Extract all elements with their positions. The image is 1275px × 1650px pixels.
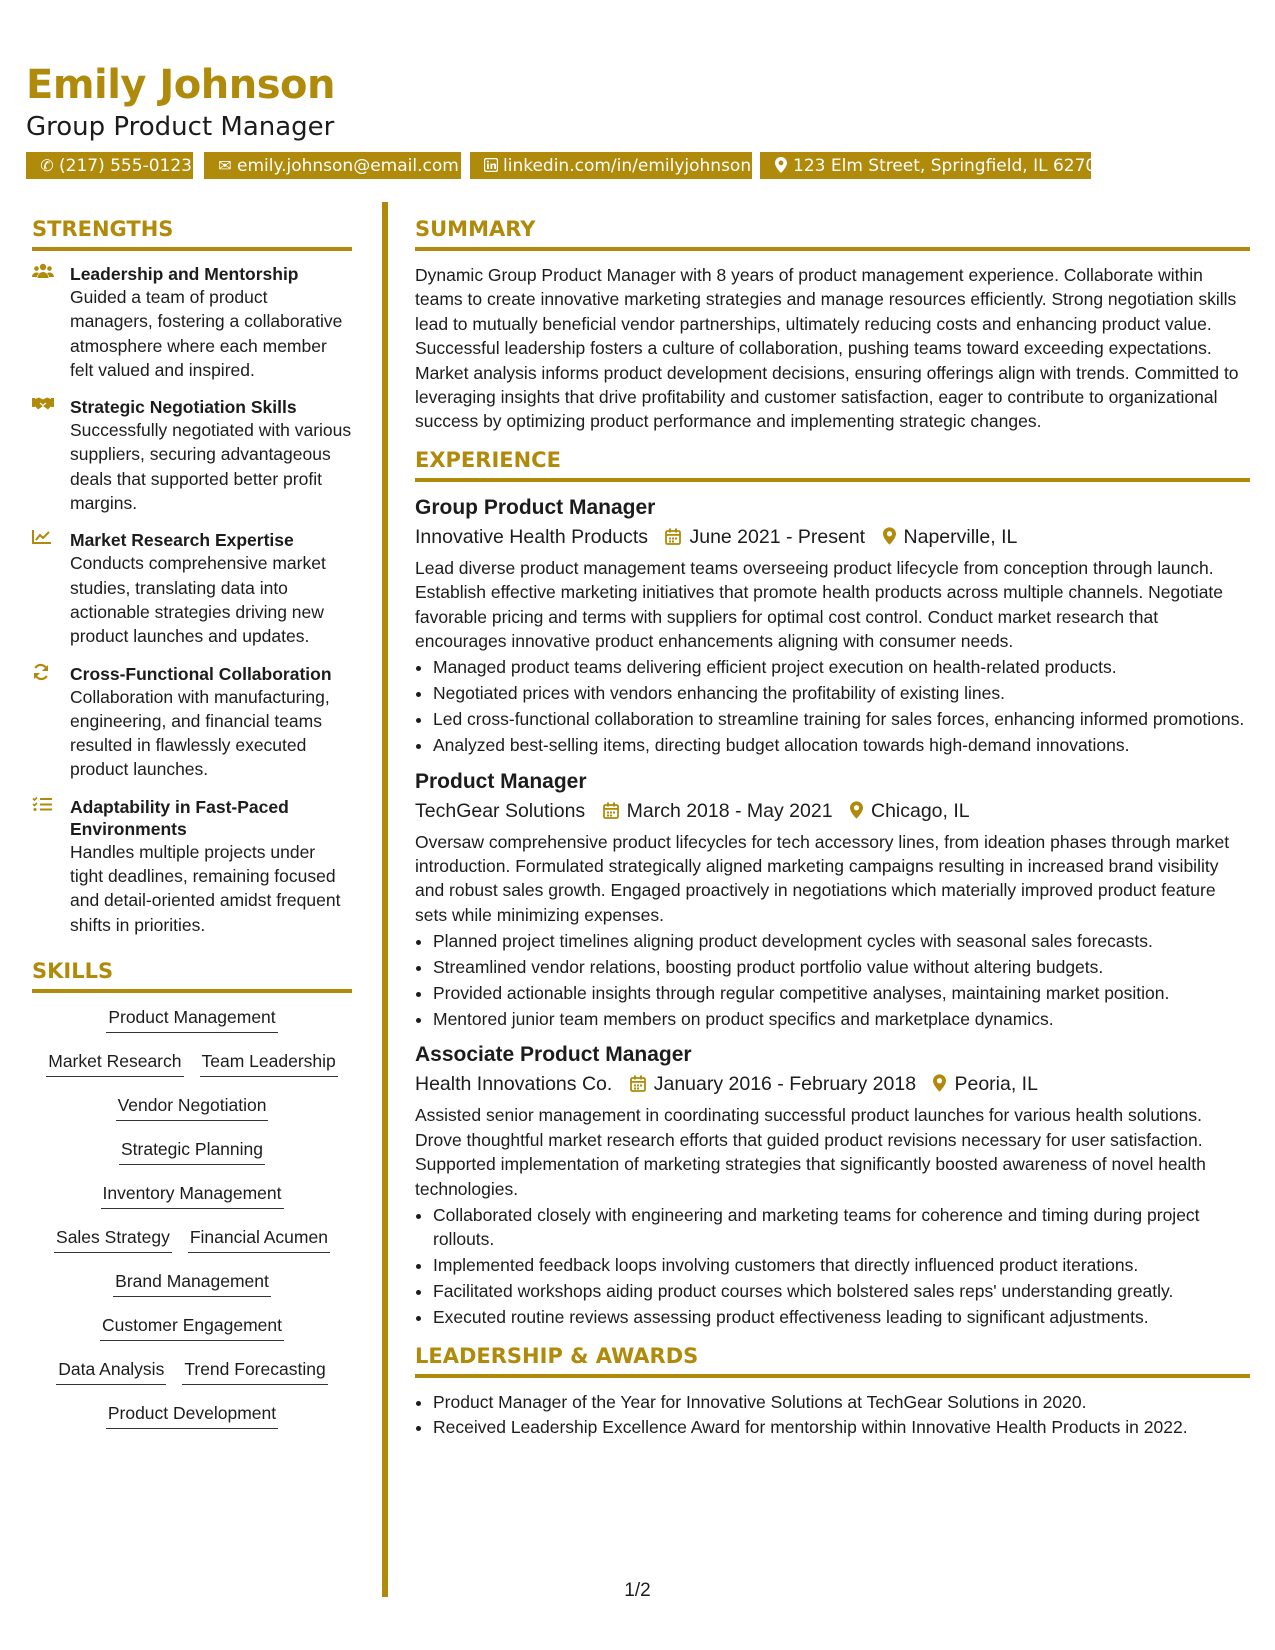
contact-email-text: emily.johnson@email.com (237, 156, 459, 176)
skill-tag: Product Development (106, 1401, 278, 1429)
strengths-heading: STRENGTHS (32, 217, 352, 251)
calendar-icon (603, 801, 619, 821)
job-bullet: • Executed routine reviews assessing product effectiveness leading to significant adjustments. (433, 1305, 1250, 1329)
job-meta (415, 522, 1250, 552)
envelope-icon: ✉ (218, 156, 232, 175)
candidate-name: Emily Johnson (26, 62, 336, 108)
summary-text: Dynamic Group Product Manager with 8 years of product management experience. Collaborate within teams to create innovative marketing strategies and manage resources efficiently. Strong negotiation skills lead to mutually beneficial vendor partnerships, ultimately reducing costs and enhancing product value. Successful leadership fosters a culture of collaboration, pushing teams toward exceeding expectations. Market analysis informs product development decisions, ensuring offerings align with trends. Committed to leveraging insights that drive profitability and customer satisfaction, eager to contribute to organizational success by optimizing product performance and implementing strategic changes. (415, 265, 1239, 432)
job-title: Group Product Manager (415, 495, 656, 519)
job-bullet: • Analyzed best-selling items, directing budget allocation towards high-demand innovations. (433, 733, 1250, 757)
experience-heading: EXPERIENCE (415, 448, 1250, 482)
strength-desc: Guided a team of product managers, fostering a collaborative atmosphere where each member felt valued and inspired. (70, 287, 343, 380)
job-location: Peoria, IL (954, 1073, 1038, 1096)
job-company: TechGear Solutions (415, 799, 586, 822)
linkedin-icon (482, 152, 500, 179)
job-bullet: • Negotiated prices with vendors enhancing the profitability of existing lines. (433, 681, 1250, 705)
map-pin-icon (933, 1074, 946, 1094)
job-bullet: • Streamlined vendor relations, boosting product portfolio value without altering budgets. (433, 955, 1250, 979)
strength-title: Strategic Negotiation Skills (70, 397, 297, 418)
job-bullet: • Planned project timelines aligning product development cycles with seasonal sales forecasts. (433, 929, 1250, 953)
calendar-icon (665, 527, 681, 547)
chart-line-icon (32, 529, 56, 552)
strength-item (32, 263, 352, 382)
skill-tag: Brand Management (113, 1269, 271, 1297)
job-entry (415, 768, 1250, 1032)
strength-item (32, 529, 352, 648)
tasks-icon (32, 796, 56, 819)
awards-list (415, 1390, 1250, 1440)
column-divider (382, 202, 388, 1597)
skill-tag: Strategic Planning (119, 1137, 265, 1165)
map-pin-icon (772, 152, 790, 179)
job-company: Health Innovations Co. (415, 1073, 613, 1096)
skill-tag: Team Leadership (200, 1049, 338, 1077)
strength-title: Adaptability in Fast-Paced Environments (70, 796, 289, 839)
strength-desc: Conducts comprehensive market studies, translating data into actionable strategies driving new product launches and updates. (70, 553, 326, 647)
strength-desc: Collaboration with manufacturing, engineering, and financial teams resulted in flawlessly executed product launches. (70, 686, 330, 780)
strength-title: Cross-Functional Collaboration (70, 663, 332, 684)
job-bullet: • Implemented feedback loops involving customers that directly influenced product iterations. (433, 1253, 1250, 1277)
job-meta (415, 1069, 1250, 1099)
candidate-role: Group Product Manager (26, 112, 335, 142)
job-description: Lead diverse product management teams overseeing product lifecycle from conception through launch. Establish effective marketing initiatives that promote health products across multiple channels. Negotiate favorable pricing and terms with suppliers for optimal cost control. Conduct market research that encourages innovative product enhancements aligning with consumer needs. (415, 557, 1224, 652)
handshake-icon (32, 396, 56, 419)
strength-desc: Successfully negotiated with various suppliers, securing advantageous deals that supported better profit margins. (70, 420, 352, 514)
contact-linkedin-text: linkedin.com/in/emilyjohnson (503, 156, 752, 176)
contact-linkedin[interactable] (470, 152, 752, 179)
job-description: Assisted senior management in coordinating successful product launches for various health solutions. Drove thoughtful market research efforts that guided product revisions necessary for user satisfaction. Supported implementation of marketing strategies that significantly boosted awareness of novel health technologies. (415, 1105, 1206, 1199)
skills-heading: SKILLS (32, 959, 352, 993)
strength-item (32, 663, 352, 782)
left-column (32, 217, 352, 1445)
job-bullet: • Provided actionable insights through regular competitive analyses, maintaining market position. (433, 981, 1250, 1005)
skill-tag: Sales Strategy (54, 1225, 172, 1253)
contact-address-text: 123 Elm Street, Springfield, IL 62701 (793, 156, 1108, 176)
users-icon (32, 263, 56, 286)
job-bullets (415, 1203, 1250, 1330)
award-item: • Received Leadership Excellence Award for mentorship within Innovative Health Products in 2022. (433, 1415, 1250, 1439)
job-location: Naperville, IL (903, 525, 1018, 548)
strength-title: Leadership and Mentorship (70, 264, 299, 284)
page-number: 1/2 (624, 1580, 651, 1601)
phone-icon: ✆ (40, 156, 54, 175)
contact-phone-text: (217) 555-0123 (59, 156, 192, 176)
job-bullets (415, 655, 1250, 757)
skill-tag: Vendor Negotiation (116, 1093, 269, 1121)
skill-tag: Data Analysis (56, 1357, 166, 1385)
job-bullet: • Facilitated workshops aiding product courses which bolstered sales reps' understanding greatly. (433, 1279, 1250, 1303)
contact-phone[interactable] (26, 152, 193, 179)
strength-item (32, 796, 352, 937)
job-entry (415, 494, 1250, 758)
skill-tag: Inventory Management (101, 1181, 284, 1209)
skill-tag: Product Management (106, 1005, 277, 1033)
job-bullet: • Collaborated closely with engineering and marketing teams for coherence and timing during project rollouts. (433, 1203, 1250, 1252)
map-pin-icon (850, 801, 863, 821)
right-column (415, 217, 1250, 1441)
job-bullet: • Mentored junior team members on product specifics and marketplace dynamics. (433, 1007, 1250, 1031)
award-item: • Product Manager of the Year for Innovative Solutions at TechGear Solutions in 2020. (433, 1390, 1250, 1414)
skill-tag: Customer Engagement (100, 1313, 284, 1341)
calendar-icon (630, 1074, 646, 1094)
skill-tag: Financial Acumen (188, 1225, 330, 1253)
skill-tag: Market Research (46, 1049, 183, 1077)
job-bullet: • Managed product teams delivering efficient project execution on health-related products. (433, 655, 1250, 679)
map-pin-icon (883, 527, 896, 547)
job-meta (415, 796, 1250, 826)
summary-heading: SUMMARY (415, 217, 1250, 251)
strength-item (32, 396, 352, 515)
contact-email[interactable] (204, 152, 461, 179)
job-entry (415, 1041, 1250, 1329)
job-title: Associate Product Manager (415, 1043, 692, 1067)
strength-title: Market Research Expertise (70, 530, 294, 551)
job-description: Oversaw comprehensive product lifecycles for tech accessory lines, from ideation phases through market introduction. Formulated strategically aligned marketing campaigns resulting in increased brand visibility and robust sales growth. Engaged proactively in negotiations which materially improved product feature sets while minimizing expenses. (415, 831, 1230, 925)
job-dates: January 2016 - February 2018 (653, 1073, 917, 1096)
job-bullets (415, 929, 1250, 1031)
job-location: Chicago, IL (870, 799, 970, 822)
job-dates: June 2021 - Present (689, 525, 866, 548)
contact-address[interactable] (760, 152, 1108, 179)
skill-tag: Trend Forecasting (182, 1357, 327, 1385)
awards-heading: LEADERSHIP & AWARDS (415, 1344, 1250, 1378)
sync-icon (32, 663, 56, 688)
job-dates: March 2018 - May 2021 (626, 799, 833, 822)
job-company: Innovative Health Products (415, 525, 649, 548)
skills-list (32, 1005, 352, 1431)
strength-desc: Handles multiple projects under tight deadlines, remaining focused and detail-oriented amidst frequent shifts in priorities. (70, 841, 341, 935)
job-bullet: • Led cross-functional collaboration to streamline training for sales forces, enhancing informed promotions. (433, 707, 1250, 731)
job-title: Product Manager (415, 769, 587, 793)
